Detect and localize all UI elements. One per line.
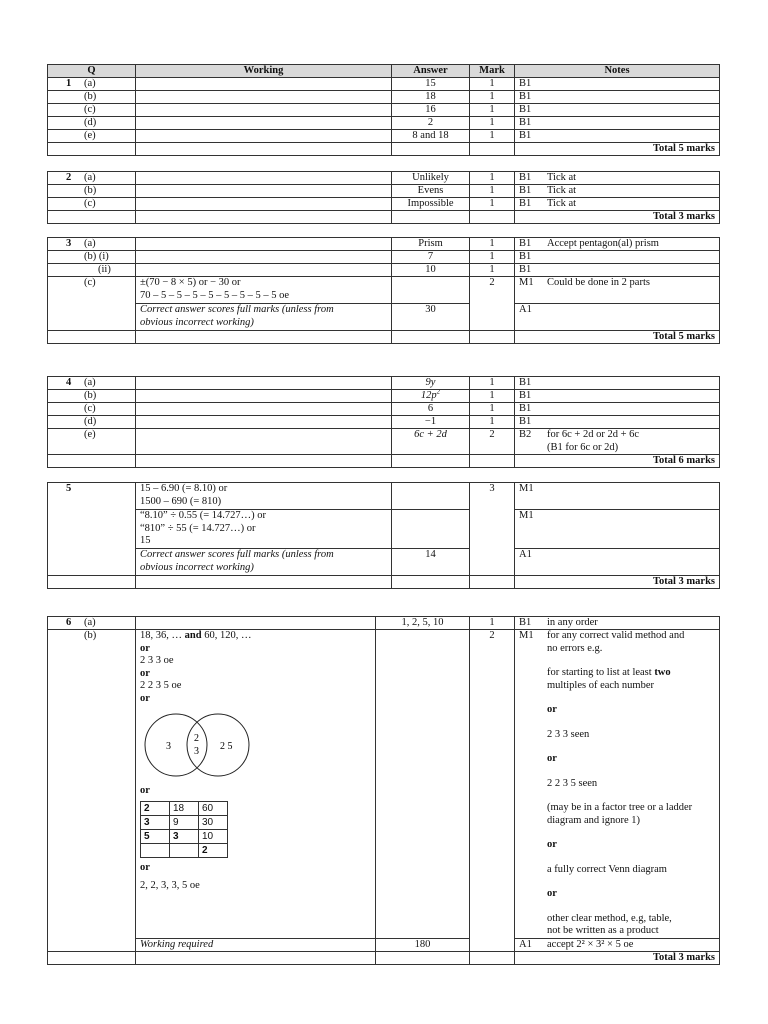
mark-cell: 1	[470, 130, 515, 143]
mark-code: B1	[515, 117, 720, 130]
note-text: Tick at	[547, 198, 577, 209]
mark-cell: 1	[470, 198, 515, 211]
mark-code: B1	[515, 130, 720, 143]
mark-code: A1	[515, 549, 720, 576]
answer-cell: 8 and 18	[392, 130, 470, 143]
q4-table	[47, 376, 720, 468]
answer-cell: 30	[392, 304, 470, 331]
total-row	[48, 455, 720, 468]
mark-code: A1	[515, 304, 720, 331]
total-marks: Total 5 marks	[515, 331, 720, 344]
part-label: (b)	[84, 390, 97, 401]
working-line: 18, 36, … and 60, 120, …	[140, 630, 252, 641]
answer-cell: $12p^2$	[392, 390, 470, 403]
header-working: Working	[136, 65, 392, 78]
total-row	[48, 331, 720, 344]
answer-cell: 7	[392, 251, 470, 264]
answer-cell: Unlikely	[392, 172, 470, 185]
note-text: diagram and ignore 1)	[547, 814, 641, 826]
mark-cell: 1	[470, 185, 515, 198]
total-row	[48, 211, 720, 224]
table-row	[48, 938, 720, 951]
note-text: for any correct valid method and	[547, 630, 685, 641]
part-label: (ii)	[98, 264, 111, 275]
answer-cell: 18	[392, 91, 470, 104]
part-label: (d)	[84, 416, 97, 427]
table-row	[48, 429, 720, 455]
q1-table	[47, 64, 720, 156]
mark-cell: 1	[470, 617, 515, 630]
venn-left-circle	[145, 714, 207, 776]
part-label: (c)	[84, 104, 96, 115]
mark-cell: 3	[470, 483, 515, 510]
mark-cell: 1	[470, 377, 515, 390]
header-q: Q	[48, 65, 136, 78]
venn-right-value: 2 5	[220, 741, 233, 752]
answer-cell: 2	[392, 117, 470, 130]
ladder-table: 2 18 60 3 9 30 5 3 10 2	[140, 801, 228, 858]
working-line: 2 3 3 oe	[140, 655, 174, 666]
note-text: 2 2 3 5 seen	[547, 777, 598, 789]
mark-code: B1	[515, 91, 720, 104]
header-mark: Mark	[470, 65, 515, 78]
mark-cell: 1	[470, 264, 515, 277]
mark-cell: 1	[470, 403, 515, 416]
total-row	[48, 951, 720, 964]
note-text: for 6c + 2d or 2d + 6c	[547, 429, 640, 440]
part-label: (a)	[84, 617, 96, 628]
question-number: 6	[66, 617, 72, 628]
part-label: (e)	[84, 130, 96, 141]
answer-cell: 9y	[392, 377, 470, 390]
or-label: or	[547, 888, 557, 899]
working-line: 1500 – 690 (= 810)	[140, 495, 222, 507]
question-number: 1	[66, 78, 72, 89]
mark-code: B1	[515, 251, 720, 264]
table-row	[48, 617, 720, 630]
answer-cell: 1, 2, 5, 10	[376, 617, 470, 630]
answer-cell: 16	[392, 104, 470, 117]
mark-cell: 1	[470, 251, 515, 264]
working-line: “8.10” ÷ 0.55 (= 14.727…) or	[140, 510, 266, 521]
answer-cell: Impossible	[392, 198, 470, 211]
mark-code: B1	[519, 172, 532, 183]
note-text: (may be in a factor tree or a ladder	[547, 802, 693, 813]
mark-cell: 2	[470, 630, 515, 939]
answer-cell: 15	[392, 78, 470, 91]
or-label: or	[547, 704, 557, 715]
answer-cell: 6	[392, 403, 470, 416]
mark-code: B1	[515, 416, 720, 429]
note-text: in any order	[547, 617, 598, 628]
answer-cell: 14	[392, 549, 470, 576]
note-text: accept 2² × 3² × 5 oe	[547, 938, 634, 950]
total-marks: Total 6 marks	[515, 455, 720, 468]
table-row	[48, 377, 720, 390]
note-text: multiples of each number	[547, 679, 655, 691]
mark-cell: 1	[470, 172, 515, 185]
q5-table	[47, 482, 720, 589]
table-row	[48, 104, 720, 117]
mark-code: B1	[515, 403, 720, 416]
part-label: (e)	[84, 429, 96, 440]
table-row	[48, 403, 720, 416]
mark-code: M1	[519, 630, 534, 641]
mark-code: B1	[519, 185, 532, 196]
working-line: Correct answer scores full marks (unless from	[140, 304, 334, 315]
mark-cell: 1	[470, 117, 515, 130]
part-label: (d)	[84, 117, 97, 128]
table-row	[48, 91, 720, 104]
table-row	[48, 251, 720, 264]
mark-cell: 1	[470, 91, 515, 104]
or-label: or	[140, 861, 150, 873]
table-row	[48, 416, 720, 429]
total-row	[48, 576, 720, 589]
note-text: Could be done in 2 parts	[547, 277, 650, 288]
note-text: no errors e.g.	[547, 642, 603, 654]
working-line: 15	[140, 535, 151, 546]
note-text: 2 3 3 seen	[547, 728, 590, 740]
mark-code: M1	[515, 510, 720, 549]
part-label: (b)	[84, 185, 97, 196]
table-row	[48, 198, 720, 211]
answer-cell: −1	[392, 416, 470, 429]
working-line: “810” ÷ 55 (= 14.727…) or	[140, 522, 256, 534]
note-text: Accept pentagon(al) prism	[547, 238, 659, 249]
mark-code: B2	[519, 429, 532, 440]
mark-code: B1	[515, 264, 720, 277]
answer-cell: 6c + 2d	[392, 429, 470, 455]
question-number: 5	[66, 483, 72, 494]
header-notes: Notes	[515, 65, 720, 78]
table-row	[48, 390, 720, 403]
answer-cell: Evens	[392, 185, 470, 198]
table-row	[48, 304, 720, 331]
table-row	[48, 483, 720, 510]
mark-cell: 1	[470, 416, 515, 429]
part-label: (c)	[84, 277, 96, 288]
working-line: obvious incorrect working)	[140, 316, 254, 328]
part-label: (a)	[84, 78, 96, 89]
mark-code: B1	[515, 78, 720, 91]
mark-cell: 2	[470, 429, 515, 455]
mark-code: B1	[515, 390, 720, 403]
mark-code: M1	[515, 483, 720, 510]
table-row	[48, 549, 720, 576]
or-label: or	[140, 667, 150, 679]
table-row	[48, 130, 720, 143]
note-text: Tick at	[547, 185, 577, 196]
note-text: other clear method, e.g, table,	[547, 912, 672, 924]
mark-code: A1	[519, 938, 532, 950]
note-text: not be written as a product	[547, 925, 659, 936]
mark-code: B1	[515, 104, 720, 117]
or-label: or	[140, 692, 150, 704]
part-label: (c)	[84, 198, 96, 209]
note-text: (B1 for 6c or 2d)	[547, 441, 619, 453]
answer-cell: Prism	[392, 238, 470, 251]
or-label: or	[547, 839, 557, 850]
mark-code: M1	[519, 277, 534, 288]
table-row	[48, 630, 720, 939]
mark-cell: 1	[470, 104, 515, 117]
table-row	[48, 78, 720, 91]
header-row	[48, 65, 720, 78]
part-label: (b)	[84, 630, 97, 641]
working-line: 2 2 3 5 oe	[140, 680, 182, 691]
part-label: (a)	[84, 238, 96, 249]
total-marks: Total 3 marks	[515, 211, 720, 224]
mark-cell: 1	[470, 390, 515, 403]
mark-cell: 2	[470, 277, 515, 304]
table-row	[48, 172, 720, 185]
mark-code: B1	[515, 377, 720, 390]
mark-cell: 1	[470, 238, 515, 251]
mark-code: B1	[519, 198, 532, 209]
working-line: Correct answer scores full marks (unless from	[140, 549, 334, 560]
note-text: a fully correct Venn diagram	[547, 863, 667, 875]
part-label: (a)	[84, 377, 96, 388]
total-row	[48, 143, 720, 156]
q6-table	[47, 616, 720, 965]
question-number: 2	[66, 172, 72, 183]
or-label: or	[140, 642, 150, 654]
table-row	[48, 238, 720, 251]
table-row	[48, 264, 720, 277]
total-marks: Total 3 marks	[515, 576, 720, 589]
venn-diagram	[140, 709, 260, 781]
part-label: (b)	[84, 91, 97, 102]
table-row	[48, 510, 720, 549]
q2-table	[47, 171, 720, 224]
part-label: (a)	[84, 172, 96, 183]
q3-table	[47, 237, 720, 344]
venn-intersection-bottom: 3	[194, 746, 199, 757]
note-text: Tick at	[547, 172, 577, 183]
mark-code: B1	[519, 238, 532, 249]
or-label: or	[547, 753, 557, 764]
question-number: 4	[66, 377, 72, 388]
working-line: 70 – 5 – 5 – 5 – 5 – 5 – 5 – 5 – 5 oe	[140, 289, 290, 301]
part-label: (b) (i)	[84, 251, 109, 262]
working-line: ±(70 − 8 × 5) or − 30 or	[140, 277, 241, 288]
table-row	[48, 277, 720, 304]
venn-left-value: 3	[166, 741, 171, 752]
question-number: 3	[66, 238, 72, 249]
answer-cell: 180	[376, 938, 470, 951]
mark-code: B1	[519, 617, 532, 628]
working-line: Working required	[136, 938, 376, 951]
working-line: obvious incorrect working)	[140, 561, 254, 573]
note-text: for starting to list at least two	[547, 667, 671, 678]
header-answer: Answer	[392, 65, 470, 78]
working-line: 2, 2, 3, 3, 5 oe	[140, 880, 200, 891]
venn-intersection-top: 2	[194, 733, 199, 744]
table-row	[48, 117, 720, 130]
answer-cell: 10	[392, 264, 470, 277]
table-row	[48, 185, 720, 198]
working-line: 15 – 6.90 (= 8.10) or	[140, 483, 228, 494]
or-label: or	[140, 785, 150, 796]
total-marks: Total 5 marks	[515, 143, 720, 156]
mark-cell: 1	[470, 78, 515, 91]
venn-right-circle	[187, 714, 249, 776]
part-label: (c)	[84, 403, 96, 414]
total-marks: Total 3 marks	[515, 951, 720, 964]
